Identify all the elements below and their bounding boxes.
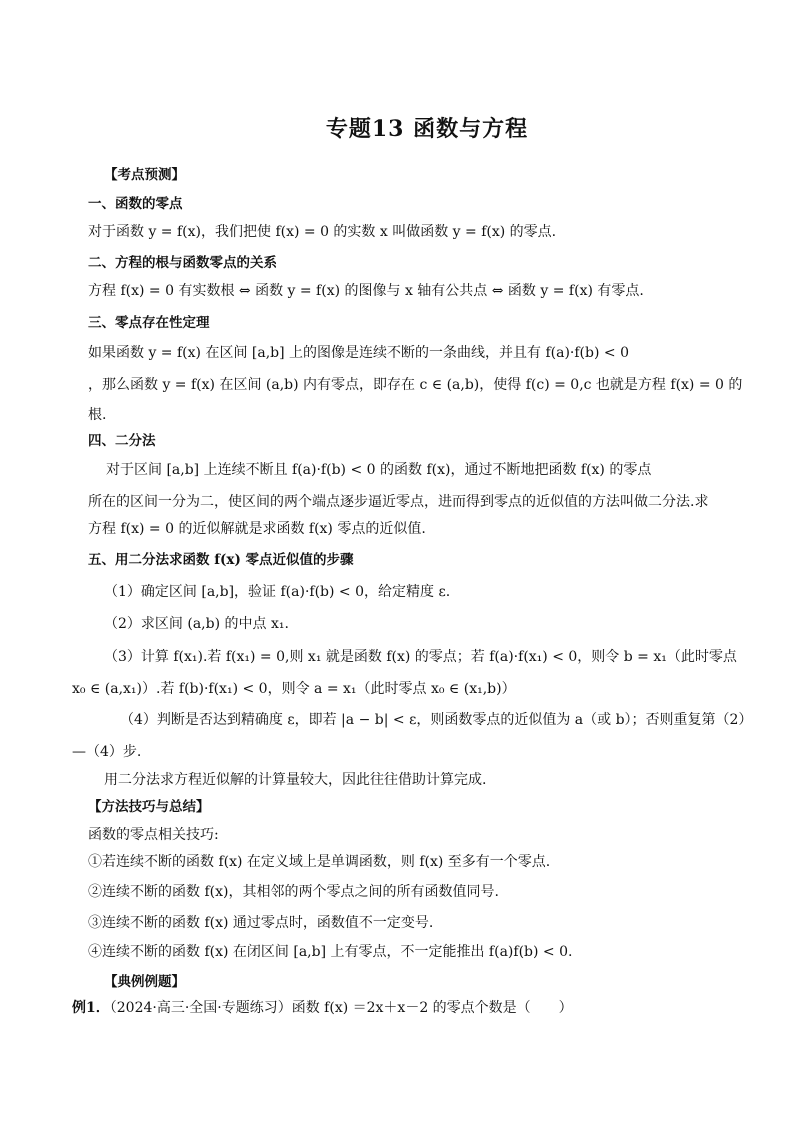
text-tip-4: ④连续不断的函数 f(x) 在闭区间 [a,b] 上有零点，不一定能推出 f(a)f(b) < 0. bbox=[88, 944, 573, 960]
heading-roots-zeros: 二、方程的根与函数零点的关系 bbox=[88, 255, 277, 271]
text-tip-1: ①若连续不断的函数 f(x) 在定义域上是单调函数，则 f(x) 至多有一个零点. bbox=[88, 854, 551, 870]
text-roots-zeros: 方程 f(x) = 0 有实数根 ⇔ 函数 y = f(x) 的图像与 x 轴有公共点 ⇔ 函数 y = f(x) 有零点. bbox=[88, 283, 644, 299]
heading-zero-point: 一、函数的零点 bbox=[88, 196, 183, 212]
text-step-3-line-1: （3）计算 f(x₁).若 f(x₁) = 0,则 x₁ 就是函数 f(x) 的零点；若 f(a)·f(x₁) < 0，则令 b = x₁（此时零点 bbox=[104, 649, 737, 665]
text-zero-point-definition: 对于函数 y = f(x)，我们把使 f(x) = 0 的实数 x 叫做函数 y = f(x) 的零点. bbox=[88, 224, 557, 240]
text-step-4-line-2: —（4）步. bbox=[72, 744, 142, 760]
text-bisection-line-3: 方程 f(x) = 0 的近似解就是求函数 f(x) 零点的近似值. bbox=[88, 521, 426, 537]
heading-bisection-steps: 五、用二分法求函数 f(x) 零点近似值的步骤 bbox=[88, 552, 354, 568]
section-header-examples: 【典例例题】 bbox=[104, 974, 185, 990]
page-title: 专题13 函数与方程 bbox=[325, 116, 529, 142]
text-bisection-line-1: 对于区间 [a,b] 上连续不断且 f(a)·f(b) < 0 的函数 f(x)，通过不断地把函数 f(x) 的零点 bbox=[106, 462, 652, 478]
text-step-2: （2）求区间 (a,b) 的中点 x₁. bbox=[104, 616, 289, 632]
text-step-3-line-2: x₀ ∈ (a,x₁)）.若 f(b)·f(x₁) < 0，则令 a = x₁（此时零点 x₀ ∈ (x₁,b)） bbox=[72, 681, 516, 697]
text-theorem-line-3: 根. bbox=[88, 407, 107, 423]
section-header-forecast: 【考点预测】 bbox=[104, 167, 185, 183]
example-1 bbox=[72, 998, 734, 1018]
text-theorem-line-1: 如果函数 y = f(x) 在区间 [a,b] 上的图像是连续不断的一条曲线，并且有 f(a)·f(b) < 0 bbox=[88, 345, 629, 361]
text-tip-3: ③连续不断的函数 f(x) 通过零点时，函数值不一定变号. bbox=[88, 915, 434, 931]
text-step-1: （1）确定区间 [a,b]，验证 f(a)·f(b) < 0，给定精度 ε. bbox=[104, 584, 451, 600]
text-bisection-line-2: 所在的区间一分为二，使区间的两个端点逐步逼近零点，进而得到零点的近似值的方法叫做二分法.求 bbox=[88, 494, 709, 510]
text-step-4-line-1: （4）判断是否达到精确度 ε，即若 |a − b| < ε，则函数零点的近似值为 a（或 b）；否则重复第（2） bbox=[120, 712, 753, 728]
text-tip-2: ②连续不断的函数 f(x)，其相邻的两个零点之间的所有函数值同号. bbox=[88, 884, 499, 900]
text-method-intro: 函数的零点相关技巧: bbox=[88, 827, 219, 843]
heading-bisection: 四、二分法 bbox=[88, 433, 156, 449]
text-bisection-note: 用二分法求方程近似解的计算量较大，因此往往借助计算完成. bbox=[104, 772, 487, 788]
example-1-text: （2024·高三·全国·专题练习）函数 f(x) ＝2x＋x－2 的零点个数是（ ） bbox=[109, 1000, 573, 1016]
example-1-label: 例1． bbox=[72, 1000, 110, 1016]
text-theorem-line-2: ，那么函数 y = f(x) 在区间 (a,b) 内有零点，即存在 c ∈ (a,b)，使得 f(c) = 0,c 也就是方程 f(x) = 0 的 bbox=[88, 377, 743, 393]
section-header-method: 【方法技巧与总结】 bbox=[88, 799, 210, 815]
heading-existence-theorem: 三、零点存在性定理 bbox=[88, 315, 210, 331]
